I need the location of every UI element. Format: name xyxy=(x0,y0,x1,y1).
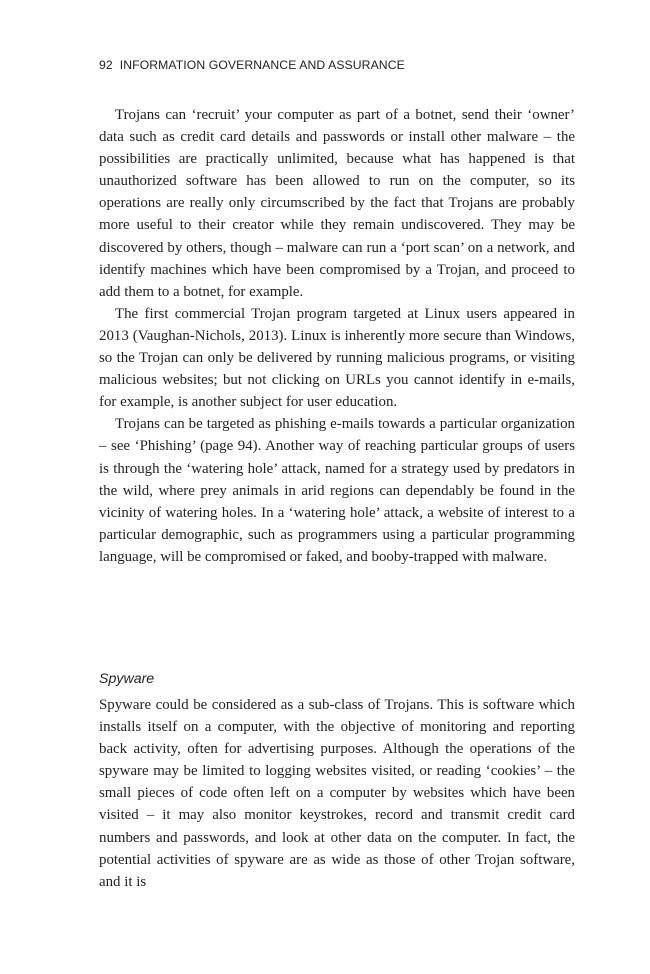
trojans-section-body xyxy=(99,104,575,568)
running-head-title: INFORMATION GOVERNANCE AND ASSURANCE xyxy=(119,58,405,72)
spyware-section-body xyxy=(99,694,575,893)
section-heading-spyware: Spyware xyxy=(99,671,155,687)
paragraph-watering-hole: Trojans can be targeted as phishing e-mails towards a particular organization – see ‘Phishing’ (page 94). Another way of reaching particular groups of users is through the ‘watering hole’ attack, named for a strategy used by predators in the wild, where prey animals in arid regions can dependably be found in the vicinity of watering holes. In a ‘watering hole’ attack, a website of interest to a particular demographic, such as programmers using a particular programming language, will be compromised or faked, and booby-trapped with malware. xyxy=(99,416,575,565)
paragraph-spyware: Spyware could be considered as a sub-class of Trojans. This is software which installs itself on a computer, with the objective of monitoring and reporting back activity, often for advertising purposes. Although the operations of the spyware may be limited to logging websites visited, or reading ‘cookies’ – the small pieces of code often left on a computer by websites which have been visited – it may also monitor keystrokes, record and transmit credit card numbers and passwords, and look at other data on the computer. In fact, the potential activities of spyware are as wide as those of other Trojan software, and it is xyxy=(99,697,575,890)
running-head xyxy=(99,58,405,72)
paragraph-linux-trojan: The first commercial Trojan program targeted at Linux users appeared in 2013 (Vaughan-Nichols, 2013). Linux is inherently more secure than Windows, so the Trojan can only be delivered by running malicious programs, or visiting malicious websites; but not clicking on URLs you cannot identify in e-mails, for example, is another subject for user education. xyxy=(99,305,575,411)
page-number: 92 xyxy=(99,58,113,72)
paragraph-trojans-botnet: Trojans can ‘recruit’ your computer as part of a botnet, send their ‘owner’ data such as credit card details and passwords or install other malware – the possibilities are practically unlimited, because what has happened is that unauthorized software has been allowed to run on the computer, so its operations are really only circumscribed by the fact that Trojans are probably more useful to their creator while they remain undiscovered. They may be discovered by others, though – malware can run a ‘port scan’ on a network, and identify machines which have been compromised by a Trojan, and proceed to add them to a botnet, for example. xyxy=(99,107,575,300)
